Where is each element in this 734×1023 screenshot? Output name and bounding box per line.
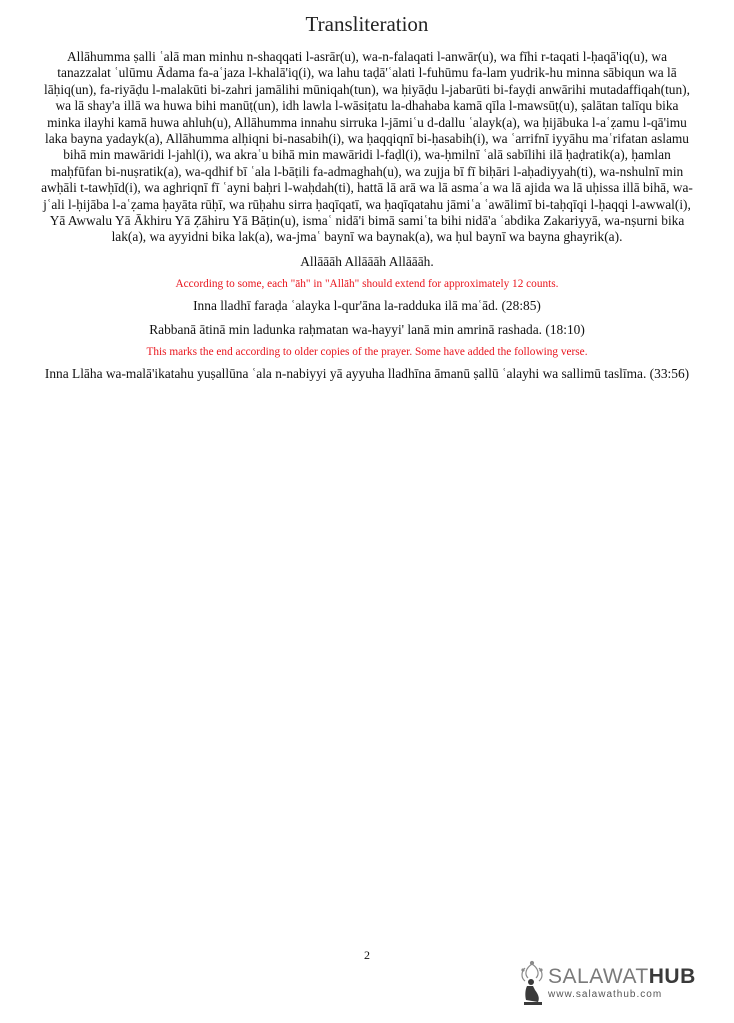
verse-33-56: Inna Llāha wa-malā'ikatahu yuṣallūna ʿala n-nabiyyi yā ayyuha lladhīna āmanū ṣallū ʿalayhi wa sallimū taslīma. (33:56) — [44, 366, 690, 382]
page-number: 2 — [364, 948, 370, 962]
note-end: This marks the end according to older copies of the prayer. Some have added the following verse. — [146, 346, 588, 359]
allah-line: Allāāāh Allāāāh Allāāāh. — [300, 253, 434, 269]
salawathub-logo — [516, 960, 696, 1008]
verse-28-85: Inna lladhī faraḍa ʿalayka l-qur'āna la-radduka ilā maʿād. (28:85) — [193, 298, 541, 314]
main-paragraph: Allāhumma ṣalli ʿalā man minhu n-shaqqati l-asrār(u), wa-n-falaqati l-anwār(u), wa fīhi r-taqati l-ḥaqā'iq(u), wa tanazzalat ʿulūmu Ādama fa-aʿjaza l-khalā'iq(i), wa lahu taḍā'ʿalati l-fuhūmu fa-lam yudrik-hu minna sābiqun wa lā lāḥiq(un), fa-riyāḍu l-malakūti bi-zahri jamālihi mūniqah(tun), wa ḥiyāḍu l-jabarūti bi-fayḍi anwārihi mutadaffiqah(tun), wa lā shay'a illā wa huwa bihi manūṭ(un), idh lawla l-wāsiṭatu la-dhahaba kamā qīla l-mawsūṭ(u), ṣalātan talīqu bika minka ilayhi kamā huwa ahluh(u), Allāhumma innahu sirruka l-jāmiʿu d-dallu ʿalayk(a), wa ḥijābuka l-aʿẓamu l-qā'imu laka bayna yadayk(a), Allāhumma alḥiqni bi-nasabih(i), wa ḥaqqiqnī bi-ḥasabih(i), wa ʿarrifnī iyyāhu maʿrifatan aslamu bihā min mawāridi l-jahl(i), wa akraʿu bihā min mawāridi l-faḍl(i), wa-ḥmilnī ʿalā sabīlihi ilā ḥaḍratik(a), ḥamlan maḥfūfan bi-nuṣratik(a), wa-qdhif bī ʿala l-bāṭili fa-admaghah(u), wa zujja bī fī biḥāri l-aḥadiyyah(ti), wa-nshulnī min awḥāli t-tawḥīd(i), wa aghriqnī fī ʿayni baḥri l-waḥdah(ti), hattā lā arā wa lā asmaʿa wa lā ajida wa lā uḥissa illā bihā, wa-jʿali l-ḥijāba l-aʿẓama ḥayāta rūḥī, wa rūḥahu sirra ḥaqīqatī, wa ḥaqīqatahu jāmiʿa ʿawālimī bi-taḥqīqi l-ḥaqqi l-awwal(i), Yā Awwalu Yā Ākhiru Yā Ẓāhiru Yā Bāṭin(u), ismaʿ nidā'i bimā samiʿta bihi nidā'a ʿabdika Zakariyyā, wa-nṣurni bika lak(a), wa ayyidni bika lak(a), wa-jmaʿ baynī wa baynak(a), wa ḥul baynī wa bayna ghayrik(a). — [41, 49, 693, 245]
praying-figure-icon — [516, 960, 548, 1006]
note-extension: According to some, each "āh" in "Allāh" should extend for approximately 12 counts. — [175, 278, 559, 291]
logo-name-hub: HUB — [648, 965, 696, 988]
logo-name-salawat: SALAWAT — [548, 965, 649, 988]
page-title: Transliteration — [305, 12, 429, 36]
transliteration-body — [40, 49, 694, 383]
logo-wordmark — [548, 965, 696, 989]
logo-url: www.salawathub.com — [548, 989, 663, 1000]
verse-18-10: Rabbanā ātinā min ladunka raḥmatan wa-hayyi' lanā min amrinā rashada. (18:10) — [149, 321, 585, 337]
